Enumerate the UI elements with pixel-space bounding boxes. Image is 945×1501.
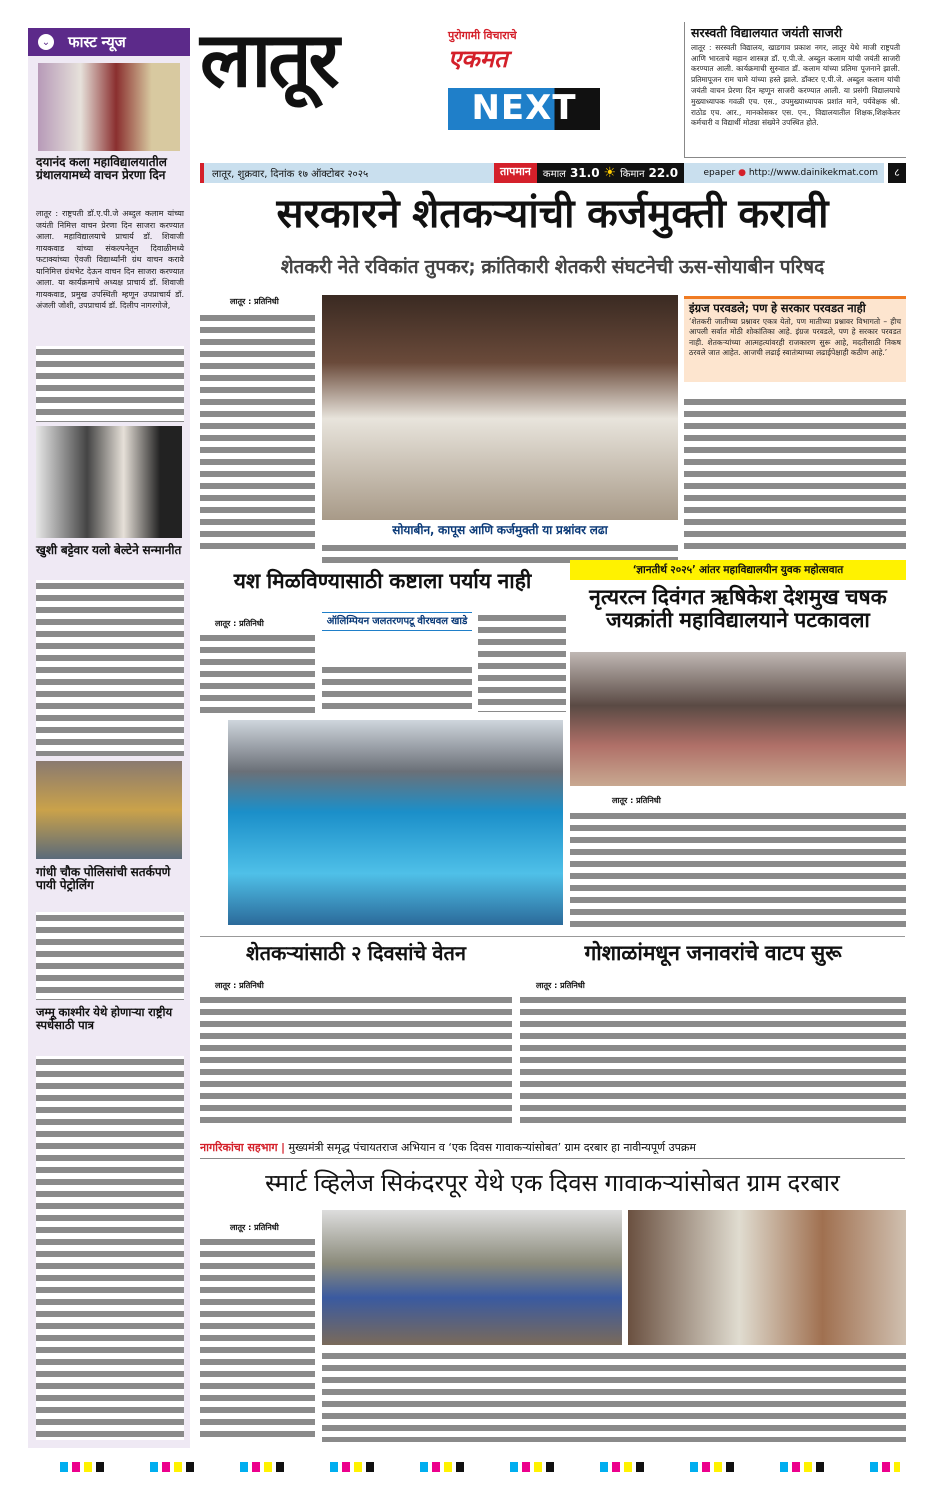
quote-title: इंग्रज परवडले; पण हे सरकार परवडत नाही [689,301,866,315]
news-headline: जम्मू काश्मीर येथे होणाऱ्या राष्ट्रीय स्पर्धेसाठी पात्र [36,1005,173,1032]
story-banner: ‘ज्ञानतीर्थ २०२५’ आंतर महाविद्यालयीन युवक महोत्सवात [570,560,906,580]
side-story-headline: सरस्वती विद्यालयात जयंती साजरी [691,25,843,40]
masthead-logo: लातूर [200,15,337,104]
story-headline: गोशाळांमधून जनावरांचे वाटप सुरू [584,941,842,965]
sun-icon: ☀ [603,165,617,181]
website-link[interactable]: http://www.dainikekmat.com [748,168,878,178]
news-headline: गांधी चौक पोलिसांची सतर्कपणे पायी पेट्रोलिंग [36,865,171,893]
side-story [684,22,906,158]
byline: लातूर : प्रतिनिधी [215,981,264,990]
byline: लातूर : प्रतिनिधी [612,796,661,805]
news-photo [36,761,182,859]
lead-headline: सरकारने शेतकऱ्यांची कर्जमुक्ती करावी [276,191,829,237]
side-story-text: लातूर : सरस्वती विद्यालय, खाडगाव प्रकाश नगर, लातूर येथे माजी राष्ट्रपती आणि भारताचे महान शास्त्रज्ञ डॉ. ए.पी.जे. अब्दुल कलाम यांची जयंती साजरी करण्यात आली. कार्यक्रमाची सुरुवात डॉ. कलाम यांच्या प्रतिमा पूजनाने झाली. प्रतिमापूजन राम चामे यांच्या हस्ते झाले. डॉक्टर ए.पी.जे. अब्दुल कलाम यांची जयंती वाचन प्रेरणा दिन म्हणून साजरी करण्यात आली. या प्रसंगी विद्यालयाचे मुख्याध्यापक गवळी एच. एस., उपमुख्याध्यापक प्रशांत माने, पर्यवेक्षक श्री. राठोड एच. आर., मानकोसकर एस. एन., विद्यालयातील शिक्षक,शिक्षकेतर कर्मचारी व विद्यार्थी मोठ्या संख्येने उपस्थित होते. [691,42,900,128]
highlight-box: ऑलिम्पियन जलतरणपटू वीरधवल खाडे [322,612,472,631]
lead-photo [322,295,678,520]
globe-icon: ● [738,168,746,178]
lead-subhead: शेतकरी नेते रविकांत तुपकर; क्रांतिकारी शेतकरी संघटनेची ऊस-सोयाबीन परिषद [280,256,825,278]
max-label: कमाल [542,169,566,180]
news-text: लातूर : राष्ट्रपती डॉ.ए.पी.जे अब्दुल कलाम यांच्या जयंती निमित्त वाचन प्रेरणा दिन साजरा करण्यात आला. महाविद्यालयाचे प्राचार्य डॉ. शिवाजी गायकवाड यांच्या संकल्पनेतून दिवाळीमध्ये फटाक्यांच्या ऐवजी विद्यार्थ्यांनी ग्रंथ वाचन करावे यानिमित्त ग्रंथभेट देऊन वाचन दिन साजरा करण्यात आला. या कार्यक्रमाचे अध्यक्ष प्राचार्य डॉ. शिवाजी गायकवाड, प्रमुख उपस्थिती म्हणून उपप्राचार्य डॉ. अंजली जोशी, उपप्राचार्य डॉ. दिलीप नागरगोजे, [36,209,184,310]
news-headline: दयानंद कला महाविद्यालयातील ग्रंथालयामध्ये वाचन प्रेरणा दिन [36,155,167,183]
min-temp: 22.0 [648,166,679,180]
story-headline: शेतकऱ्यांसाठी २ दिवसांचे वेतन [246,941,466,965]
max-temp: 31.0 [569,166,600,180]
fast-news-header [28,28,190,56]
quote-box [684,296,906,382]
tagline: पुरोगामी विचाराचे [448,29,517,42]
photo-caption: सोयाबीन, कापूस आणि कर्जमुक्ती या प्रश्नांवर लढा [392,523,608,537]
story-headline: यश मिळविण्यासाठी कष्टाला पर्याय नाही [233,569,532,593]
story-headline: नृत्यरत्न दिवंगत ऋषिकेश देशमुख चषक जयक्रांती महाविद्यालयाने पटकावला [589,585,887,633]
page-number: ८ [888,163,906,183]
news-photo [36,426,182,538]
temperature-label: तापमान [494,163,537,183]
kicker: नागरिकांचा सहभाग [200,1141,278,1154]
story-headline: स्मार्ट व्हिलेज सिकंदरपूर येथे एक दिवस गावाकऱ्यांसोबत ग्राम दरबार [265,1169,840,1197]
byline: लातूर : प्रतिनिधी [230,1223,279,1232]
date: लातूर, शुक्रवार, दिनांक १७ ऑक्टोबर २०२५ [212,169,369,180]
news-photo [38,63,180,151]
gram-darbar-photo [628,1210,906,1345]
byline: लातूर : प्रतिनिधी [536,981,585,990]
dateline-bar [200,163,884,183]
epaper-label: epaper [703,168,736,178]
masthead-logo-area [200,15,435,147]
byline: लातूर : प्रतिनिधी [215,619,264,628]
registration-marks [60,1462,900,1472]
brand-ekmat: एकमत [448,45,508,73]
chevron-down-circle-icon: ⌄ [38,34,54,50]
swimming-photo [228,720,563,925]
fast-news-column [28,28,190,1448]
group-photo [570,652,906,786]
byline: लातूर : प्रतिनिधी [230,297,279,306]
kicker-line: नागरिकांचा सहभाग | मुख्यमंत्री समृद्ध पंचायतराज अभियान व ‘एक दिवस गावाकऱ्यांसोबत’ ग्राम दरबार हा नावीन्यपूर्ण उपक्रम [200,1140,905,1159]
min-label: किमान [620,169,645,180]
village-photo [322,1210,622,1345]
fast-news-title: फास्ट न्यूज [68,32,126,51]
quote-text: ‘शेतकरी जातीच्या प्रश्नावर एकत्र येतो, पण मातीच्या प्रश्नावर विभागतो – हीच आपली सर्वात मोठी शोकांतिका आहे. इंग्रज परवडले, पण हे सरकार परवडत नाही. शेतकऱ्यांच्या आत्महत्यांवरही राजकारण सुरू आहे, मदतीसाठी निकष ठरवले जात आहेत. आजची लढाई स्वातंत्र्याच्या लढाईपेक्षाही कठीण आहे.’ [689,316,901,358]
news-headline: खुशी बट्टेवार यलो बेल्टेने सन्मानीत [36,543,182,557]
next-logo: NEXT [448,88,600,130]
kicker-text: मुख्यमंत्री समृद्ध पंचायतराज अभियान व ‘एक दिवस गावाकऱ्यांसोबत’ ग्राम दरबार हा नावीन्यपूर्ण उपक्रम [288,1141,696,1154]
